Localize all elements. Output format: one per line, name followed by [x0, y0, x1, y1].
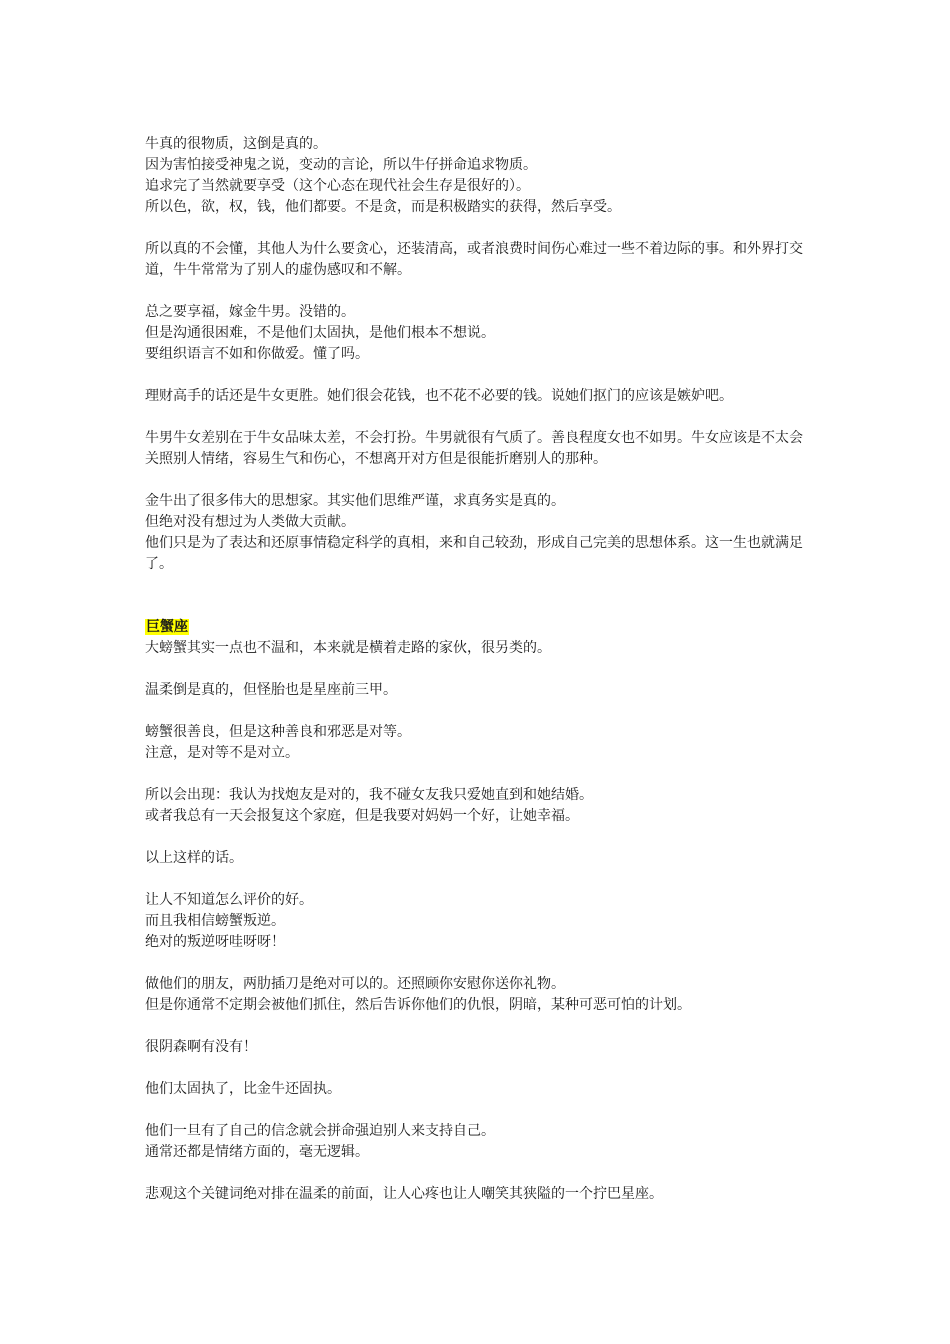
- paragraph: [145, 134, 813, 218]
- paragraph: [145, 302, 813, 365]
- text-line: 温柔倒是真的，但怪胎也是星座前三甲。: [145, 682, 397, 698]
- text-line: 但是沟通很困难，不是他们太固执，是他们根本不想说。: [145, 325, 495, 341]
- text-line: 所以色，欲，权，钱，他们都要。不是贪，而是积极踏实的获得，然后享受。: [145, 199, 621, 215]
- paragraph: [145, 1079, 813, 1100]
- paragraph: [145, 1037, 813, 1058]
- text-line: 所以真的不会懂，其他人为什么要贪心，还装清高，或者浪费时间伤心难过一些不着边际的事。和外界打交道，牛牛常常为了别人的虚伪感叹和不解。: [145, 241, 803, 278]
- paragraph: [145, 785, 813, 827]
- text-line: 注意，是对等不是对立。: [145, 745, 299, 761]
- text-line: 悲观这个关键词绝对排在温柔的前面，让人心疼也让人嘲笑其狭隘的一个拧巴星座。: [145, 1186, 663, 1202]
- text-line: 而且我相信螃蟹叛逆。: [145, 913, 285, 929]
- section-heading: [145, 617, 813, 638]
- text-line: 大螃蟹其实一点也不温和，本来就是横着走路的家伙，很另类的。: [145, 640, 551, 656]
- paragraph: [145, 722, 813, 764]
- paragraph: [145, 491, 813, 575]
- text-line: 牛男牛女差别在于牛女品味太差，不会打扮。牛男就很有气质了。善良程度女也不如男。牛女应该是不太会关照别人情绪，容易生气和伤心，不想离开对方但是很能折磨别人的那种。: [145, 430, 803, 467]
- text-line: 牛真的很物质，这倒是真的。: [145, 136, 327, 152]
- text-line: 要组织语言不如和你做爱。懂了吗。: [145, 346, 369, 362]
- text-line: 绝对的叛逆呀哇呀呀！: [145, 934, 285, 950]
- text-line: 很阴森啊有没有！: [145, 1039, 257, 1055]
- text-line: 螃蟹很善良，但是这种善良和邪恶是对等。: [145, 724, 411, 740]
- text-line: 让人不知道怎么评价的好。: [145, 892, 313, 908]
- text-line: 所以会出现：我认为找炮友是对的，我不碰女友我只爱她直到和她结婚。: [145, 787, 593, 803]
- paragraph: [145, 680, 813, 701]
- text-line: 做他们的朋友，两肋插刀是绝对可以的。还照顾你安慰你送你礼物。: [145, 976, 565, 992]
- text-line: 理财高手的话还是牛女更胜。她们很会花钱，也不花不必要的钱。说她们抠门的应该是嫉妒吧。: [145, 388, 733, 404]
- section-spacer: [145, 596, 813, 617]
- paragraph: [145, 848, 813, 869]
- text-line: 或者我总有一天会报复这个家庭，但是我要对妈妈一个好，让她幸福。: [145, 808, 579, 824]
- paragraph: [145, 638, 813, 659]
- text-line: 但是你通常不定期会被他们抓住，然后告诉你他们的仇恨，阴暗，某种可恶可怕的计划。: [145, 997, 691, 1013]
- cancer-section: [145, 617, 813, 1205]
- taurus-section: [145, 134, 813, 575]
- text-line: 金牛出了很多伟大的思想家。其实他们思维严谨，求真务实是真的。: [145, 493, 565, 509]
- paragraph: [145, 890, 813, 953]
- text-line: 他们一旦有了自己的信念就会拼命强迫别人来支持自己。: [145, 1123, 495, 1139]
- paragraph: [145, 428, 813, 470]
- text-line: 追求完了当然就要享受（这个心态在现代社会生存是很好的）。: [145, 178, 530, 194]
- text-line: 因为害怕接受神鬼之说，变动的言论，所以牛仔拼命追求物质。: [145, 157, 537, 173]
- paragraph: [145, 386, 813, 407]
- document-body: [145, 134, 813, 1226]
- text-line: 以上这样的话。: [145, 850, 243, 866]
- cancer-paragraphs: [145, 680, 813, 1205]
- text-line: 但绝对没有想过为人类做大贡献。: [145, 514, 355, 530]
- text-line: 总之要享福，嫁金牛男。没错的。: [145, 304, 355, 320]
- paragraph: [145, 239, 813, 281]
- paragraph: [145, 1184, 813, 1205]
- text-line: 通常还都是情绪方面的，毫无逻辑。: [145, 1144, 369, 1160]
- text-line: 他们太固执了，比金牛还固执。: [145, 1081, 341, 1097]
- text-line: 他们只是为了表达和还原事情稳定科学的真相，来和自己较劲，形成自己完美的思想体系。这一生也就满足了。: [145, 535, 803, 572]
- paragraph: [145, 1121, 813, 1163]
- paragraph: [145, 974, 813, 1016]
- heading-highlight: 巨蟹座: [146, 619, 188, 635]
